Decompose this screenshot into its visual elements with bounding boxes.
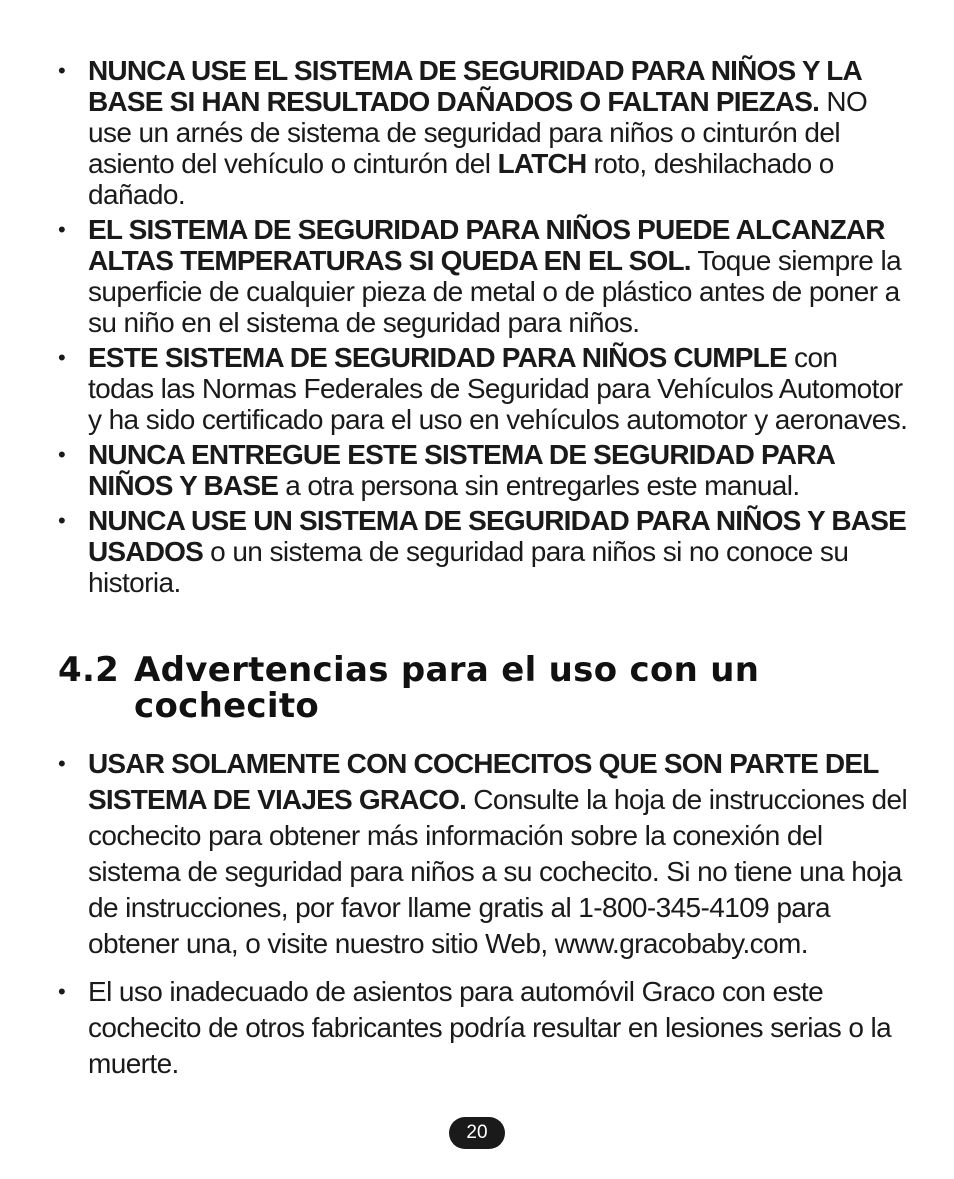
warning-bold-text: USAR SOLAMENTE CON COCHECITOS QUE SON PARTE DEL SISTEMA DE VIAJES GRACO. [88,748,879,815]
warning-bold-text: EL SISTEMA DE SEGURIDAD PARA NIÑOS PUEDE ALCANZAR ALTAS TEMPERATURAS SI QUEDA EN EL SOL. [88,214,885,276]
bullet: • [58,217,66,242]
bullet: • [58,442,66,467]
warning-text: NO use un arnés de sistema de seguridad para niños o cinturón del asiento del vehículo o cinturón del [88,86,868,179]
section-title-line2: cochecito [134,686,320,726]
bullet: • [58,345,66,370]
warning-text: Toque siempre la superficie de cualquier pieza de metal o de plástico antes de poner a su niño en el sistema de seguridad para niños. [88,245,902,338]
warning-text: El uso inadecuado de asientos para automóvil Graco con este cochecito de otros fabricantes podría resultar en lesiones serias o la muerte. [88,976,892,1079]
bullet: • [58,979,66,1004]
list-item [58,505,908,598]
warning-text: con todas las Normas Federales de Seguridad para Vehículos Automotor y ha sido certificado para el uso en vehículos automotor y aeronaves. [88,342,908,435]
warning-text: a otra persona sin entregarles este manual. [278,470,800,501]
list-item [58,746,908,962]
section-heading [58,652,759,724]
list-item [58,214,908,338]
section-number: 4.2 [58,650,120,690]
warning-text: Consulte la hoja de instrucciones del cochecito para obtener más información sobre la conexión del sistema de seguridad para niños a su cochecito. Si no tiene una hoja de instrucciones, por favor llame gratis al 1-800-345-4109 para obtener una, o visite nuestro sitio Web, www.gracobaby.com. [88,784,908,959]
warning-text: roto, deshilachado o dañado. [88,148,834,210]
warning-bold-text: ESTE SISTEMA DE SEGURIDAD PARA NIÑOS CUMPLE [88,342,787,373]
warning-list-bottom [58,746,908,1094]
warning-text: o un sistema de seguridad para niños si no conoce su historia. [88,536,849,598]
page-number-badge: 20 [449,1117,505,1149]
bullet: • [58,508,66,533]
list-item [58,55,908,210]
warning-bold-text: NUNCA USE EL SISTEMA DE SEGURIDAD PARA NIÑOS Y LA BASE SI HAN RESULTADO DAÑADOS O FALTAN PIEZAS. [88,55,861,117]
list-item [58,439,908,501]
bullet: • [58,751,66,776]
bullet: • [58,58,66,83]
list-item [58,974,908,1082]
warning-bold-inline: LATCH [497,148,587,179]
section-title-line1: Advertencias para el uso con un [134,650,760,690]
list-item [58,342,908,435]
warning-list-top [58,55,908,602]
warning-bold-text: NUNCA USE UN SISTEMA DE SEGURIDAD PARA NIÑOS Y BASE USADOS [88,505,906,567]
warning-bold-text: NUNCA ENTREGUE ESTE SISTEMA DE SEGURIDAD PARA NIÑOS Y BASE [88,439,834,501]
